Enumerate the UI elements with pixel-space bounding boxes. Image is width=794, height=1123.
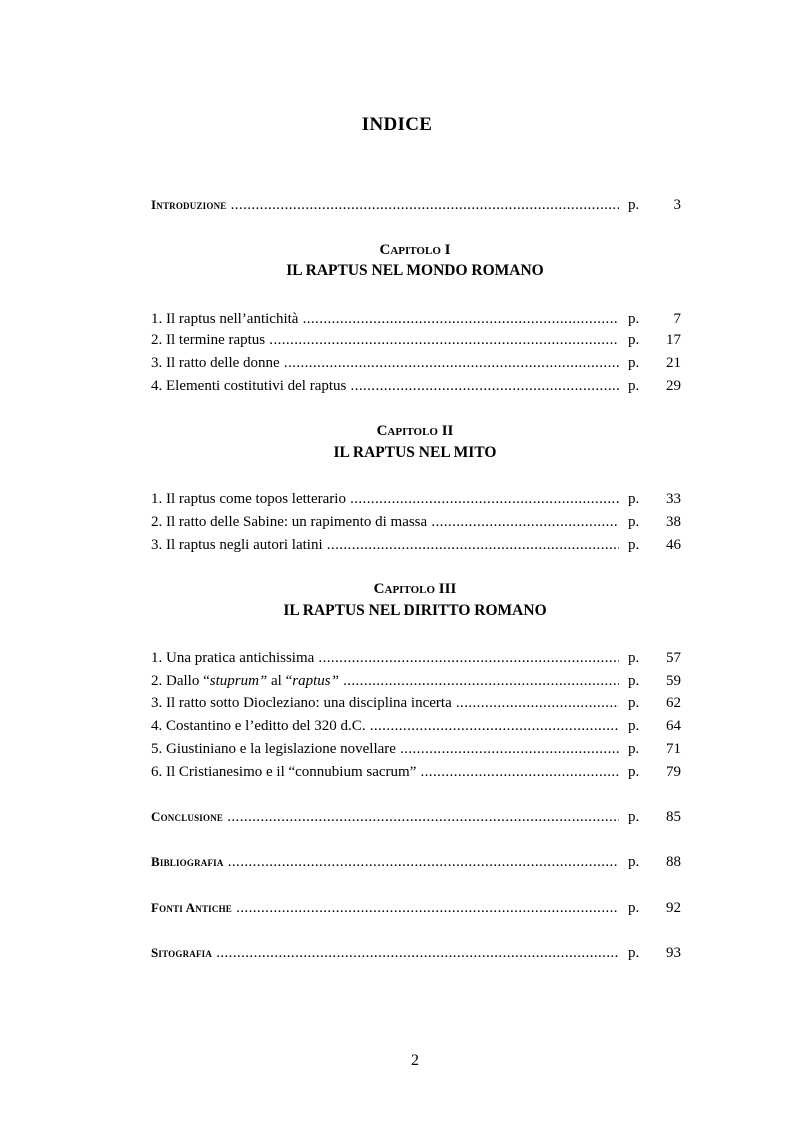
toc-entry-label: Introduzione <box>151 197 227 212</box>
toc-page-prefix: p. <box>628 741 640 757</box>
toc-page-prefix: p. <box>628 809 640 825</box>
toc-entry[interactable] <box>151 512 681 532</box>
toc-entry-label-part: 2. Dallo “ <box>151 673 210 689</box>
page-title: INDICE <box>361 114 433 135</box>
toc-entry-label: 3. Il ratto sotto Diocleziano: una disciplina incerta <box>151 695 452 711</box>
toc-page-number: 17 <box>666 332 681 348</box>
toc-page-prefix: p. <box>628 514 640 530</box>
toc-page-number: 3 <box>673 197 681 213</box>
chapter-label: Capitolo I <box>379 242 451 258</box>
toc-entry-bibliografia[interactable] <box>151 852 681 872</box>
chapter-label: Capitolo III <box>373 581 457 597</box>
toc-page-prefix: p. <box>628 718 640 734</box>
toc-entry[interactable] <box>151 716 681 736</box>
toc-entry[interactable] <box>151 330 681 350</box>
toc-entry[interactable] <box>151 535 681 555</box>
toc-entry[interactable] <box>151 762 681 782</box>
toc-entry-label: 3. Il raptus negli autori latini <box>151 537 323 553</box>
toc-page-number: 33 <box>666 491 681 507</box>
toc-page-prefix: p. <box>628 854 640 870</box>
toc-entry-label: Bibliografia <box>151 854 224 869</box>
toc-entry-label-italic: stuprum” <box>209 673 268 689</box>
toc-entry-label: 5. Giustiniano e la legislazione novellare <box>151 741 396 757</box>
toc-entry[interactable] <box>151 353 681 373</box>
toc-entry-label: 4. Costantino e l’editto del 320 d.C. <box>151 718 366 734</box>
toc-entry[interactable] <box>151 489 681 509</box>
toc-page-number: 88 <box>666 854 681 870</box>
toc-entry-label-italic: raptus” <box>292 673 339 689</box>
toc-page-number: 71 <box>666 741 681 757</box>
toc-page-number: 64 <box>666 718 681 734</box>
toc-page-number: 79 <box>666 764 681 780</box>
toc-page-prefix: p. <box>628 650 640 666</box>
chapter-label: Capitolo II <box>376 423 454 439</box>
toc-entry-label <box>151 673 339 689</box>
toc-entry-sitografia[interactable] <box>151 943 681 963</box>
toc-page-prefix: p. <box>628 378 640 394</box>
toc-entry-fonti-antiche[interactable] <box>151 898 681 918</box>
toc-entry-label: 3. Il ratto delle donne <box>151 355 280 371</box>
chapter-title: IL RAPTUS NEL DIRITTO ROMANO <box>283 602 547 619</box>
toc-page-prefix: p. <box>628 945 640 961</box>
toc-entry-label: 4. Elementi costitutivi del raptus <box>151 378 347 394</box>
toc-entry-label: Sitografia <box>151 945 213 960</box>
toc-page-prefix: p. <box>628 355 640 371</box>
toc-page-number: 46 <box>666 537 681 553</box>
toc-page-prefix: p. <box>628 332 640 348</box>
toc-page-prefix: p. <box>628 673 640 689</box>
chapter-title: IL RAPTUS NEL MITO <box>333 444 497 461</box>
toc-page-number: 92 <box>666 900 681 916</box>
toc-entry-label: 2. Il termine raptus <box>151 332 266 348</box>
toc-page-number: 59 <box>666 673 681 689</box>
toc-page-prefix: p. <box>628 537 640 553</box>
toc-page-number: 85 <box>666 809 681 825</box>
toc-page-number: 29 <box>666 378 681 394</box>
toc-page-prefix: p. <box>628 764 640 780</box>
toc-entry-label: 1. Il raptus come topos letterario <box>151 491 346 507</box>
toc-entry-label: 6. Il Cristianesimo e il “connubium sacrum” <box>151 764 417 780</box>
toc-entry[interactable] <box>151 671 681 691</box>
toc-entry-label: 2. Il ratto delle Sabine: un rapimento di massa <box>151 514 428 530</box>
toc-entry[interactable] <box>151 693 681 713</box>
toc-entry[interactable] <box>151 309 681 329</box>
toc-page-prefix: p. <box>628 900 640 916</box>
toc-entry-introduzione[interactable] <box>151 195 681 215</box>
toc-entry[interactable] <box>151 376 681 396</box>
toc-page-number: 38 <box>666 514 681 530</box>
toc-page-prefix: p. <box>628 695 640 711</box>
toc-entry-label-part: al “ <box>267 673 293 689</box>
toc-page-number: 21 <box>666 355 681 371</box>
toc-entry-label: Fonti Antiche <box>151 900 232 915</box>
toc-page-prefix: p. <box>628 197 640 213</box>
toc-entry-conclusione[interactable] <box>151 807 681 827</box>
toc-page-prefix: p. <box>628 491 640 507</box>
toc-page-number: 57 <box>666 650 681 666</box>
toc-entry[interactable] <box>151 739 681 759</box>
toc-entry[interactable] <box>151 648 681 668</box>
toc-page-prefix: p. <box>628 311 640 327</box>
toc-page-number: 7 <box>673 311 681 327</box>
toc-page-number: 62 <box>666 695 681 711</box>
toc-entry-label: 1. Il raptus nell’antichità <box>151 311 299 327</box>
toc-entry-label: Conclusione <box>151 809 224 824</box>
page-number: 2 <box>411 1052 419 1069</box>
toc-page-number: 93 <box>666 945 681 961</box>
toc-entry-label: 1. Una pratica antichissima <box>151 650 315 666</box>
chapter-title: IL RAPTUS NEL MONDO ROMANO <box>286 262 544 279</box>
